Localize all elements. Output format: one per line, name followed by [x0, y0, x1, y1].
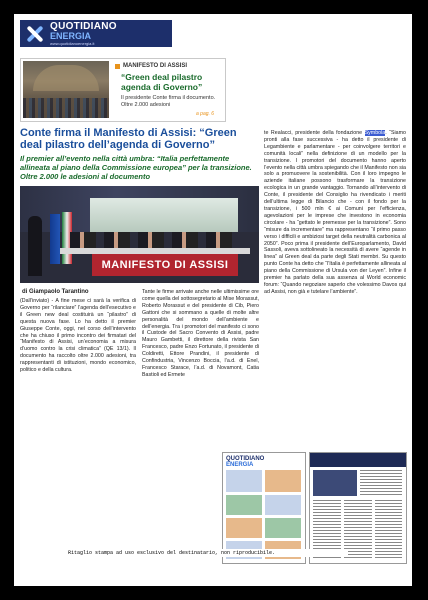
logo-line-2: ENERGIA: [50, 30, 92, 41]
article-column-1: (Dall’inviato) - A fine mese ci sarà la verifica di Governo per “rilanciare” l’agenda dell’esecutivo e il Green new deal costituirà un “pilastro” di questa nuova fase. Lo ha detto il premier Giuseppe Conte, oggi, nel corso dell’intervento che ha chiuso il primo incontro dei firmatari del “Manifesto di Assisi, un’economia a misura d’uomo contro la crisi climatica” (QE 13/1). Il documento ha raccolto oltre 2.000 adesioni, tra rappresentanti di istituzioni, mondo economico, politico e della cultura.: [20, 298, 136, 374]
teaser-text: Il presidente Conte firma il documento. Oltre 2.000 adesioni: [121, 95, 216, 108]
thumbnail-block: [265, 470, 301, 492]
orange-square-icon: [115, 64, 120, 69]
teaser-title: “Green deal pilastro agenda di Governo”: [121, 72, 203, 92]
teaser-photo: [23, 61, 109, 118]
thumbnail-photo: [313, 470, 357, 496]
eu-flag: [50, 214, 60, 264]
thumbnail-text: [375, 500, 402, 558]
press-clipping-page: [14, 14, 412, 586]
quotidiano-energia-logo: [20, 20, 172, 47]
thumbnail-text: [360, 470, 402, 496]
thumbnail-text: [344, 500, 372, 558]
hall-arch: [33, 65, 99, 91]
energia-x-icon: [24, 23, 46, 45]
thumbnail-logo: [226, 456, 302, 467]
teaser-kicker: [115, 63, 187, 69]
article-column-3: [264, 130, 406, 296]
photo-screen: [90, 198, 238, 232]
photo-banner: MANIFESTO DI ASSISI: [92, 254, 238, 276]
article-column-2: Tante le firme arrivate anche nelle ultimissime ore come quella del sottosegretario al Mise Morassut, Roberto Morassut e del presidente di Cib, Piero Gattoni che si sommano a quelle di molte altre personalità del mondo dell’ambiente e dell’energia. Tra i promotori del manifesto ci sono il Custode del Sacro Convento di Assisi, padre Mauro Gambetti, il direttore della rivista San Francesco, padre Enzo Fortunato, il presidente di Coldiretti, Ettore Prandini, il presidente di Confindustria, Vincenzo Boccia, l’a.d. di Enel, Francesco Starace, l’a.d. di Novamont, Catia Bastioli ed Ermete: [142, 289, 259, 378]
thumbnail-block: [226, 518, 262, 538]
teaser-page-ref: a pag. 6: [196, 111, 215, 117]
thumbnail-block: [265, 518, 301, 538]
article-photo: [20, 186, 259, 283]
photo-speaker: [28, 216, 42, 276]
audience-crowd: [23, 98, 109, 118]
thumbnail-block: [265, 495, 301, 515]
article-headline: Conte firma il Manifesto di Assisi: “Green deal pilastro dell’agenda di Governo”: [20, 127, 237, 151]
newspaper-page-thumbnail-2: [309, 452, 407, 564]
teaser-box: [20, 58, 226, 122]
logo-line-1: QUOTIDIANO: [50, 20, 117, 32]
newspaper-page-thumbnail-1: [222, 452, 306, 564]
logo-text: [50, 22, 117, 46]
highlighted-word: Symbola: [364, 130, 386, 136]
column-3-body: . “Siamo pronti alla fase successiva - ha detto il presidente di Legambiente e parlamentare - per coinvolgere territori e comunità locali” nella definizione di un modello per la transizione. I promotori del documento hanno aperto l’evento nella città umbra spiegando che il Manifesto non sia solo a promuovere la sostenibilità. Con il loro impegno le aziende italiane possono trasformare la transizione ecologica in un grande vantaggio. Tornando all’intervento di Conte, il presidente del Consiglio ha rivendicato i meriti dell’ultima legge di Bilancio che - con il fondo per la transizione, i 500 mln € ai Comuni per l’efficienza, agevolazioni per le imprese che investono in economia circolare - ha “gettato le premesse per la transizione”. Sono “misure da incrementare” ma rappresentano “il primo passo verso i difficili e ambiziosi target della neutralità carbonica al 2050”. Poco prima il presidente dell’Europarlamento, David Sassoli, aveva sottolineato la necessità di avere “agende in linea” al Green deal da parte degli Stati membri. Su questo punto Conte ha detto che “l’Italia è perfettamente allineata al piano della Commissione di Ursula von der Leyen”. Infine il premier ha parlato della sua assenza al World economic forum: “Quando negoziare saperlo che volessimo Davos qui ad Assisi, non già e tutelare l’ambiente”.: [264, 130, 406, 295]
column-3-lead: te Realacci, presidente della fondazione: [264, 130, 363, 136]
article-byline: di Giampaolo Tarantino: [22, 289, 89, 295]
teaser-kicker-text: MANIFESTO DI ASSISI: [123, 63, 188, 69]
article-subhead: Il premier all’evento nella città umbra: “Italia perfettamente allineata al piano della Commissione europea” per la transizione. Oltre 2.000 le adesioni al documento: [20, 154, 252, 181]
logo-url: www.quotidianoenergia.it: [50, 40, 95, 46]
thumbnail-block: [226, 495, 262, 515]
thumbnail-logo-b: ENERGIA: [226, 462, 254, 468]
thumbnail-logo-a: QUOTIDIANO: [226, 456, 265, 462]
thumbnail-header-band: [310, 453, 406, 467]
clipping-disclaimer: Ritaglio stampa ad uso esclusivo del destinatario, non riproducibile.: [66, 549, 348, 557]
thumbnail-block: [226, 470, 262, 492]
